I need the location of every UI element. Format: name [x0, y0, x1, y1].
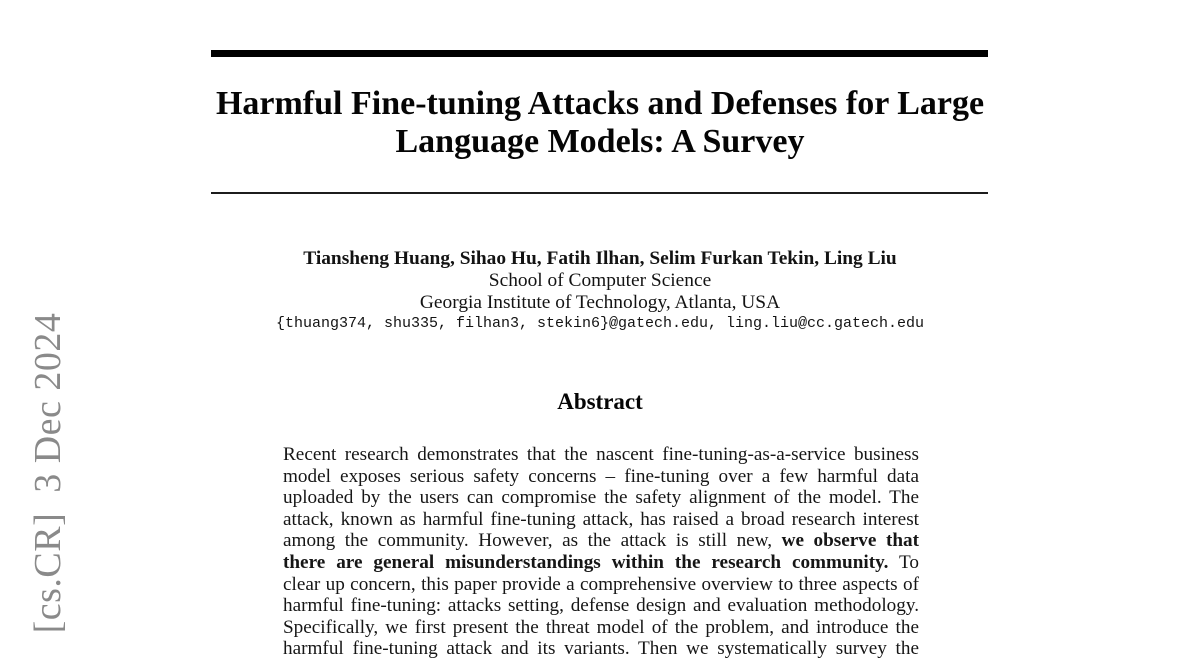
abstract-text-segment: we observe that [781, 530, 919, 552]
abstract-line [283, 574, 919, 596]
affiliation-school: School of Computer Science [488, 269, 712, 291]
paper-title-line1: Harmful Fine-tuning Attacks and Defenses for Large [215, 85, 985, 122]
abstract-line [283, 530, 919, 552]
arxiv-category-stamp: [cs.CR] 3 Dec 2024 [27, 312, 69, 634]
abstract-text-segment: attack, known as harmful fine-tuning attack, has raised a broad research interest [283, 508, 919, 530]
abstract-line [283, 617, 919, 639]
abstract-line [283, 638, 919, 660]
paper-title [150, 85, 1050, 161]
abstract-text-segment: harmful fine-tuning attack and its variants. Then we systematically survey the [283, 638, 919, 660]
abstract-line [283, 466, 919, 488]
abstract-text-segment: there are general misunderstandings within the research community. [283, 551, 889, 573]
abstract-text-segment: clear up concern, this paper provide a comprehensive overview to three aspects of [283, 573, 919, 595]
abstract-text-segment: harmful fine-tuning: attacks setting, defense design and evaluation methodology. [283, 595, 919, 617]
abstract-body [283, 444, 919, 660]
abstract-line [283, 509, 919, 531]
abstract-text-segment: To [888, 551, 919, 573]
abstract-text-segment: uploaded by the users can compromise the safety alignment of the model. The [283, 487, 919, 509]
abstract-text-segment: Specifically, we first present the threat model of the problem, and introduce the [283, 616, 919, 638]
paper-title-line2: Language Models: A Survey [395, 123, 805, 160]
abstract-heading: Abstract [557, 389, 643, 414]
abstract-line [283, 444, 919, 466]
abstract-text-segment: model exposes serious safety concerns – fine-tuning over a few harmful data [283, 465, 919, 487]
title-rule [211, 192, 988, 194]
abstract-text-segment: Recent research demonstrates that the nascent fine-tuning-as-a-service business [283, 444, 919, 465]
author-names: Tiansheng Huang, Sihao Hu, Fatih Ilhan, Selim Furkan Tekin, Ling Liu [303, 248, 897, 269]
author-emails: {thuang374, shu335, filhan3, stekin6}@gatech.edu, ling.liu@cc.gatech.edu [275, 315, 925, 333]
abstract-line [283, 487, 919, 509]
abstract-line [283, 595, 919, 617]
authors-block [150, 248, 1050, 335]
abstract-text-segment: among the community. However, as the attack is still new, [283, 530, 782, 552]
top-rule [211, 50, 988, 57]
abstract-line [283, 552, 919, 574]
affiliation-university: Georgia Institute of Technology, Atlanta, USA [419, 291, 781, 313]
